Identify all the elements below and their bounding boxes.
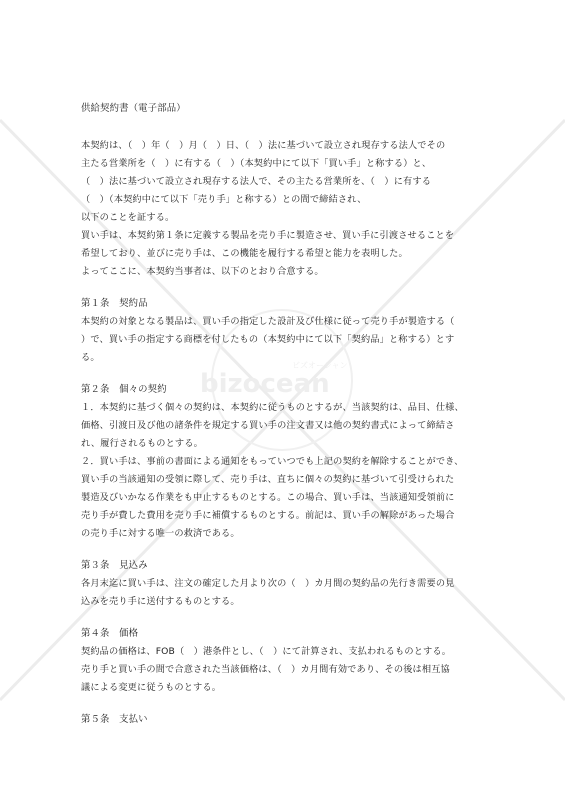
preamble-line-1: 本契約は、（ ）年（ ）月（ ）日、（ ）法に基づいて設立され現存する法人でその [81, 140, 446, 151]
svg-text:bizocean: bizocean [200, 369, 330, 399]
preamble-line-6: 買い手は、本契約第１条に定義する製品を売り手に製造させ、買い手に引渡させることを [81, 230, 455, 241]
article-2-line-8: の売り手に対する唯一の救済である。 [81, 528, 240, 539]
article-1-line-2: ）で、買い手の指定する商標を付したもの（本契約中にて以下「契約品」と称する）とす [81, 334, 455, 345]
preamble-line-7: 希望しており、並びに売り手は、この機能を履行する希望と能力を表明した。 [81, 248, 408, 259]
article-4-line-2: 売り手と買い手の間で合意された当該価格は、（ ）カ月間有効であり、その後は相互協 [81, 664, 450, 675]
preamble-line-5: 以下のことを証する。 [81, 212, 175, 223]
article-4-heading: 第４条 価格 [81, 628, 139, 639]
article-2-line-4: ２．買い手は、事前の書面による通知をもっていつでも上記の契約を解除することができ、 [81, 456, 464, 467]
article-2-line-7: 売り手が費した費用を売り手に補償するものとする。前記は、買い手の解除があった場合 [81, 510, 455, 521]
article-2-line-5: 買い手の当該通知の受領に際して、売り手は、直ちに個々の契約に基づいて引受けられた [81, 474, 455, 485]
article-2-line-1: １．本契約に基づく個々の契約は、本契約に従うものとするが、当該契約は、品目、仕様、 [81, 402, 464, 413]
article-1-heading: 第１条 契約品 [81, 298, 148, 309]
article-4-line-1: 契約品の価格は、FOB（ ）港条件とし、（ ）にて計算され、支払われるものとする。 [81, 646, 452, 657]
article-2-line-6: 製造及びいかなる作業をも中止するものとする。この場合、買い手は、当該通知受領前に [81, 492, 455, 503]
preamble-line-3: （ ）法に基づいて設立され現存する法人で、その主たる営業所を、（ ）に有する [81, 176, 432, 187]
preamble-line-2: 主たる営業所を（ ）に有する（ ）（本契約中にて以下「買い手」と称する）と、 [81, 158, 432, 169]
article-3-line-2: 込みを売り手に送付するものとする。 [81, 596, 240, 607]
preamble-line-4: （ ）（本契約中にて以下「売り手」と称する）との間で締結され、 [81, 194, 367, 205]
article-2-heading: 第２条 個々の契約 [81, 384, 167, 395]
article-1-line-1: 本契約の対象となる製品は、買い手の指定した設計及び仕様に従って売り手が製造する（ [81, 316, 455, 327]
svg-text:ビズオーシャン: ビズオーシャン [292, 361, 348, 370]
article-2-line-3: れ、履行されるものとする。 [81, 438, 203, 449]
article-3-line-1: 各月末迄に買い手は、注文の確定した月より次の（ ）カ月間の契約品の先行き需要の見 [81, 578, 455, 589]
article-4-line-3: 議による変更に従うものとする。 [81, 682, 222, 693]
article-3-heading: 第３条 見込み [81, 560, 148, 571]
article-5-heading: 第５条 支払い [81, 714, 148, 725]
preamble-line-8: よってここに、本契約当事者は、以下のとおり合意する。 [81, 266, 324, 277]
article-1-line-3: る。 [81, 352, 100, 363]
article-2-line-2: 価格、引渡日及び他の諸条件を規定する買い手の注文書又は他の契約書式によって締結さ [81, 420, 455, 431]
document-title: 供給契約書（電子部品） [81, 103, 186, 114]
